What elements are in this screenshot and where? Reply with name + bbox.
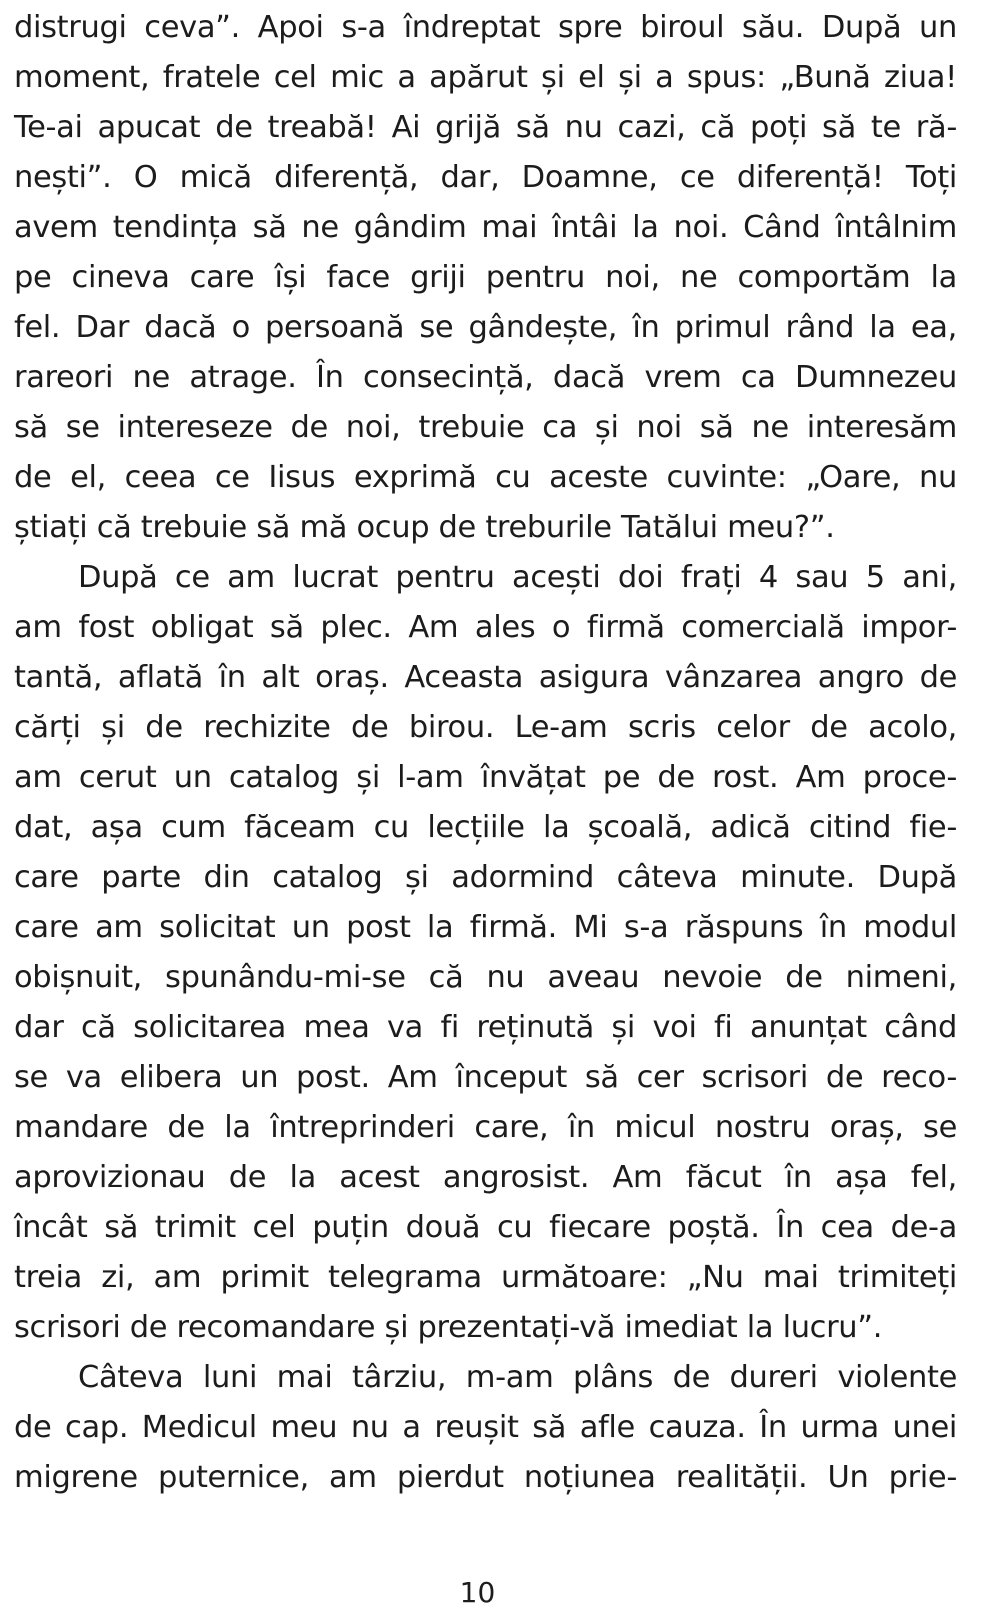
text-line: mandare de la întreprinderi care, în micul nostru oraș, se bbox=[14, 1110, 957, 1145]
text-line: dar că solicitarea mea va fi reținută și voi fi anunțat când bbox=[14, 1010, 957, 1045]
text-line: de el, ceea ce Iisus exprimă cu aceste cuvinte: „Oare, nu bbox=[14, 460, 957, 495]
text-line: am cerut un catalog și l-am învățat pe de rost. Am proce- bbox=[14, 760, 957, 795]
text-line: am fost obligat să plec. Am ales o firmă comercială impor- bbox=[14, 610, 957, 645]
text-line: nești”. O mică diferență, dar, Doamne, ce diferență! Toți bbox=[14, 160, 957, 195]
text-line: avem tendința să ne gândim mai întâi la noi. Când întâlnim bbox=[14, 210, 957, 245]
paragraph-first-line: Câteva luni mai târziu, m-am plâns de dureri violente bbox=[78, 1360, 957, 1395]
text-line: tantă, aflată în alt oraș. Aceasta asigura vânzarea angro de bbox=[14, 660, 957, 695]
page-number: 10 bbox=[459, 1576, 496, 1609]
text-line: știați că trebuie să mă ocup de treburile Tatălui meu?”. bbox=[14, 510, 835, 545]
text-line: încât să trimit cel puțin două cu fiecare poștă. În cea de-a bbox=[14, 1210, 957, 1245]
text-line: care parte din catalog și adormind câteva minute. După bbox=[14, 860, 957, 895]
paragraph-first-line: După ce am lucrat pentru acești doi frați 4 sau 5 ani, bbox=[78, 560, 957, 595]
text-line: migrene puternice, am pierdut noțiunea realității. Un prie- bbox=[14, 1460, 957, 1495]
text-line: care am solicitat un post la firmă. Mi s-a răspuns în modul bbox=[14, 910, 957, 945]
text-line: dat, așa cum făceam cu lecțiile la școală, adică citind fie- bbox=[14, 810, 957, 845]
text-line: treia zi, am primit telegrama următoare: „Nu mai trimiteți bbox=[14, 1260, 957, 1295]
text-line: moment, fratele cel mic a apărut și el și a spus: „Bună ziua! bbox=[14, 60, 957, 95]
text-line: rareori ne atrage. În consecință, dacă vrem ca Dumnezeu bbox=[14, 360, 957, 395]
text-line: să se intereseze de noi, trebuie ca și noi să ne interesăm bbox=[14, 410, 957, 445]
text-line: fel. Dar dacă o persoană se gândește, în primul rând la ea, bbox=[14, 310, 957, 345]
text-line: distrugi ceva”. Apoi s-a îndreptat spre biroul său. După un bbox=[14, 10, 957, 45]
text-line: pe cineva care își face griji pentru noi, ne comportăm la bbox=[14, 260, 957, 295]
text-line: se va elibera un post. Am început să cer scrisori de reco- bbox=[14, 1060, 957, 1095]
text-line: Te-ai apucat de treabă! Ai grijă să nu cazi, că poți să te ră- bbox=[14, 110, 957, 145]
text-line: cărți și de rechizite de birou. Le-am scris celor de acolo, bbox=[14, 710, 957, 745]
text-line: aprovizionau de la acest angrosist. Am făcut în așa fel, bbox=[14, 1160, 957, 1195]
text-line: scrisori de recomandare și prezentați-vă imediat la lucru”. bbox=[14, 1310, 883, 1345]
text-line: de cap. Medicul meu nu a reușit să afle cauza. În urma unei bbox=[14, 1410, 957, 1445]
text-line: obișnuit, spunându-mi-se că nu aveau nevoie de nimeni, bbox=[14, 960, 957, 995]
